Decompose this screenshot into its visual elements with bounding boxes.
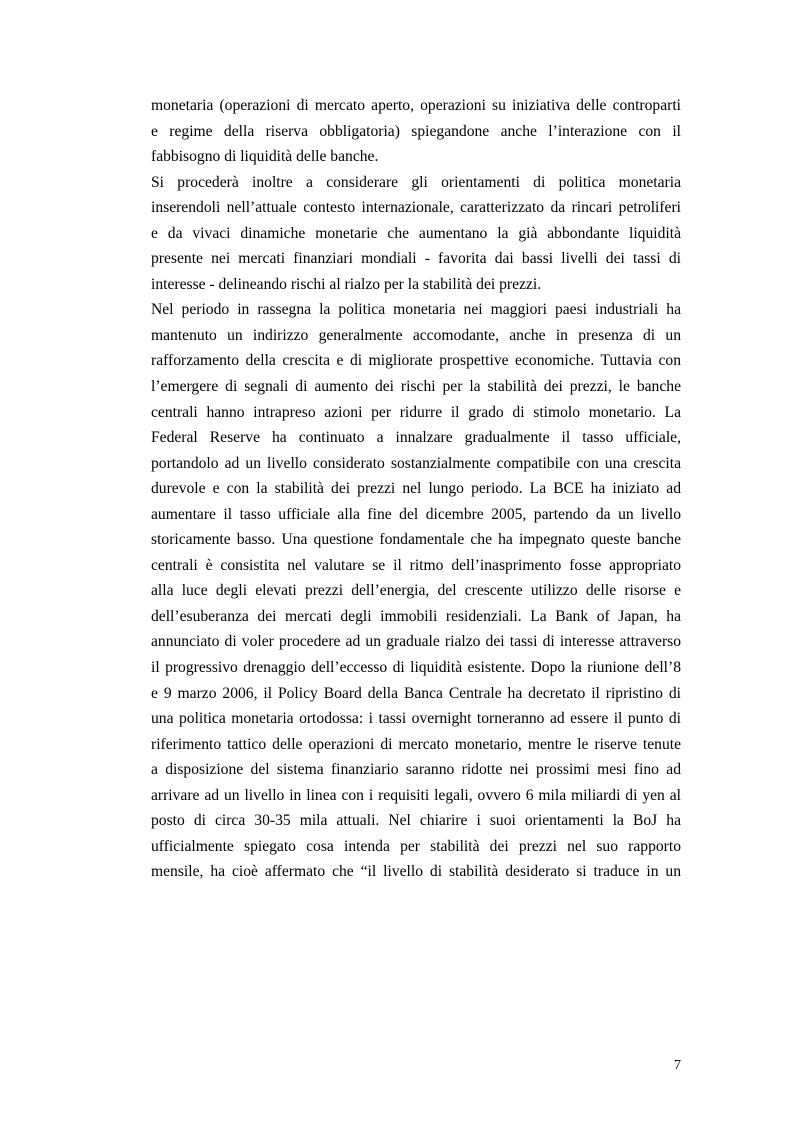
text-line: e 9 marzo 2006, il Policy Board della Banca Centrale ha decretato il ripristino di bbox=[151, 684, 681, 702]
text-line: annunciato di voler procedere ad un graduale rialzo dei tassi di interesse attraverso bbox=[151, 633, 681, 651]
text-line: portandolo ad un livello considerato sostanzialmente compatibile con una crescita bbox=[151, 454, 681, 472]
text-line: rafforzamento della crescita e di migliorate prospettive economiche. Tuttavia con bbox=[151, 352, 681, 370]
text-line: ufficialmente spiegato cosa intenda per stabilità dei prezzi nel suo rapporto bbox=[151, 837, 681, 855]
text-line: durevole e con la stabilità dei prezzi nel lungo periodo. La BCE ha iniziato ad bbox=[151, 480, 681, 498]
page-number: 7 bbox=[674, 1058, 681, 1073]
text-line: aumentare il tasso ufficiale alla fine del dicembre 2005, partendo da un livello bbox=[151, 505, 681, 523]
text-line: monetaria (operazioni di mercato aperto, operazioni su iniziativa delle controparti bbox=[151, 97, 681, 114]
text-line: e regime della riserva obbligatoria) spiegandone anche l’interazione con il bbox=[151, 122, 681, 140]
text-line: storicamente basso. Una questione fondamentale che ha impegnato queste banche bbox=[151, 531, 681, 549]
text-line: Si procederà inoltre a considerare gli orientamenti di politica monetaria bbox=[151, 173, 681, 191]
text-line: una politica monetaria ortodossa: i tassi overnight torneranno ad essere il punto di bbox=[151, 710, 681, 728]
text-line: centrali è consistita nel valutare se il ritmo dell’inasprimento fosse appropriato bbox=[151, 556, 681, 574]
text-line: a disposizione del sistema finanziario saranno ridotte nei prossimi mesi fino ad bbox=[151, 761, 681, 779]
text-line: posto di circa 30-35 mila attuali. Nel chiarire i suoi orientamenti la BoJ ha bbox=[151, 812, 681, 830]
text-line: centrali hanno intrapreso azioni per ridurre il grado di stimolo monetario. La bbox=[151, 403, 681, 421]
text-line: il progressivo drenaggio dell’eccesso di liquidità esistente. Dopo la riunione dell’8 bbox=[151, 659, 681, 677]
paragraph-1 bbox=[151, 93, 681, 170]
text-line: alla luce degli elevati prezzi dell’energia, del crescente utilizzo delle risorse e bbox=[151, 582, 681, 600]
text-line: e da vivaci dinamiche monetarie che aumentano la già abbondante liquidità bbox=[151, 224, 681, 242]
text-line: arrivare ad un livello in linea con i requisiti legali, ovvero 6 mila miliardi di yen al bbox=[151, 786, 681, 804]
text-line: interesse - delineando rischi al rialzo per la stabilità dei prezzi. bbox=[151, 275, 542, 293]
text-line: dell’esuberanza dei mercati degli immobili residenziali. La Bank of Japan, ha bbox=[151, 607, 681, 625]
text-line: Federal Reserve ha continuato a innalzare gradualmente il tasso ufficiale, bbox=[151, 429, 681, 447]
text-line: fabbisogno di liquidità delle banche. bbox=[151, 148, 379, 166]
text-line: riferimento tattico delle operazioni di mercato monetario, mentre le riserve tenute bbox=[151, 735, 681, 753]
text-line: mensile, ha cioè affermato che “il livello di stabilità desiderato si traduce in un bbox=[151, 863, 681, 881]
text-line: inserendoli nell’attuale contesto internazionale, caratterizzato da rincari petroliferi bbox=[151, 199, 681, 217]
text-line: Nel periodo in rassegna la politica monetaria nei maggiori paesi industriali ha bbox=[151, 301, 681, 319]
text-line: mantenuto un indirizzo generalmente accomodante, anche in presenza di un bbox=[151, 326, 681, 344]
paragraph-2 bbox=[151, 170, 681, 298]
paragraph-3 bbox=[151, 297, 681, 885]
body-text bbox=[151, 93, 681, 885]
text-line: l’emergere di segnali di aumento dei rischi per la stabilità dei prezzi, le banche bbox=[151, 378, 681, 396]
text-line: presente nei mercati finanziari mondiali - favorita dai bassi livelli dei tassi di bbox=[151, 250, 681, 268]
